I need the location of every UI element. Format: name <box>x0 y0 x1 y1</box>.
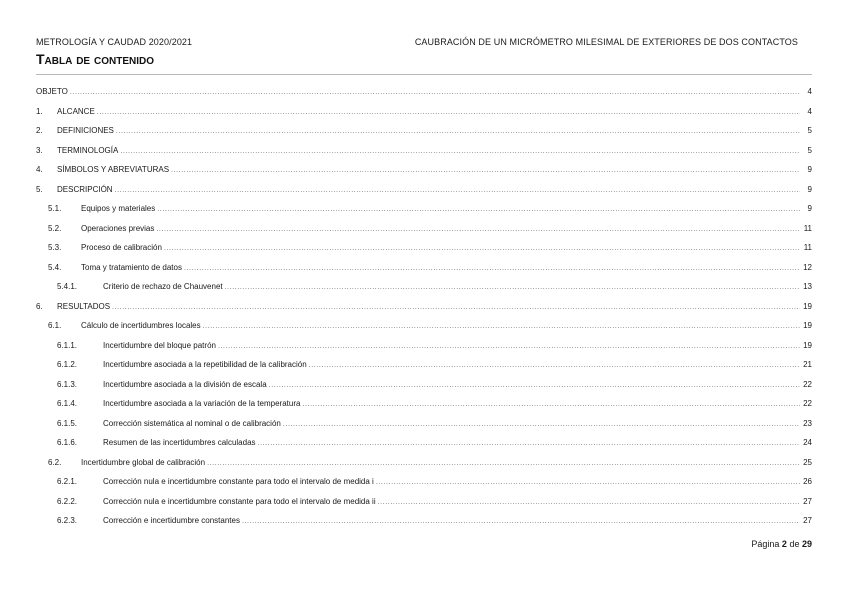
toc-dot-leader <box>207 454 800 474</box>
toc-entry-number: 5.4.1. <box>57 282 78 291</box>
toc-entry-page: 22 <box>803 379 812 389</box>
toc-entry-page: 21 <box>803 360 812 369</box>
toc-entry-number: 5.1. <box>48 204 62 213</box>
toc-entry-number: 6.1.2. <box>57 360 78 369</box>
toc-dot-leader <box>378 493 800 513</box>
toc-dot-leader <box>171 161 800 181</box>
page-number-footer <box>751 539 812 549</box>
toc-entry-number: 6. <box>36 301 43 311</box>
toc-entry-title: SÍMBOLOS Y ABREVIATURAS <box>57 165 170 174</box>
toc-entry-title: Incertidumbre global de calibración <box>81 457 206 467</box>
toc-entry[interactable] <box>36 102 812 122</box>
toc-entry[interactable] <box>36 141 812 161</box>
toc-entry-number: 6.2.3. <box>57 516 78 525</box>
toc-entry-title: Incertidumbre asociada a la variación de la temperatura <box>103 399 301 408</box>
toc-entry-title: DESCRIPCIÓN <box>57 184 113 194</box>
toc-entry[interactable] <box>36 316 812 336</box>
footer-of-label: de <box>789 539 800 549</box>
toc-entry-number: 6.2.1. <box>57 477 78 486</box>
toc-entry[interactable] <box>36 472 812 492</box>
toc-entry-number: 5.4. <box>48 262 62 272</box>
toc-entry[interactable] <box>36 180 812 200</box>
toc-entry-title: OBJETO <box>36 87 68 96</box>
toc-entry-page: 19 <box>803 301 812 311</box>
toc-entry-title: Proceso de calibración <box>81 243 162 252</box>
header-left-course: METROLOGÍA Y CAUDAD 2020/2021 <box>36 37 193 47</box>
toc-entry-page: 22 <box>803 399 812 408</box>
toc-dot-leader <box>184 259 800 279</box>
toc-entry-title: ALCANCE <box>57 106 95 116</box>
toc-entry-title: Operaciones previas <box>81 223 155 233</box>
toc-entry-title: Cálculo de incertidumbres locales <box>81 321 201 330</box>
toc-entry[interactable] <box>36 258 812 278</box>
footer-total-pages: 29 <box>801 539 812 549</box>
toc-entry-number: 2. <box>36 126 43 135</box>
toc-dot-leader <box>164 239 800 259</box>
toc-dot-leader <box>302 395 800 415</box>
toc-entry-number: 6.1.4. <box>57 399 78 408</box>
toc-entry-title: Corrección e incertidumbre constantes <box>103 516 240 525</box>
toc-entry-number: 5.2. <box>48 223 62 233</box>
toc-entry-title: Corrección sistemática al nominal o de calibración <box>103 418 281 428</box>
toc-dot-leader <box>225 278 800 298</box>
footer-page-label: Página <box>751 539 780 549</box>
toc-entry-title: RESULTADOS <box>57 301 111 311</box>
toc-entry-page: 5 <box>807 145 812 155</box>
toc-entry-title: Corrección nula e incertidumbre constante para todo el intervalo de medida i <box>103 477 374 486</box>
toc-entry-number: 5. <box>36 184 43 194</box>
toc-dot-leader <box>112 298 800 318</box>
toc-entry[interactable] <box>36 453 812 473</box>
toc-entry-page: 13 <box>803 282 812 291</box>
toc-dot-leader <box>283 415 800 435</box>
toc-entry-page: 9 <box>807 165 812 174</box>
toc-dot-leader <box>70 83 800 103</box>
toc-entry-page: 9 <box>807 184 812 194</box>
toc-dot-leader <box>269 376 800 396</box>
toc-entry-number: 5.3. <box>48 243 62 252</box>
toc-entry[interactable] <box>36 511 812 531</box>
toc-entry[interactable] <box>36 82 812 102</box>
toc-entry[interactable] <box>36 199 812 219</box>
toc-entry-title: Criterio de rechazo de Chauvenet <box>103 282 223 291</box>
toc-entry-number: 6.1.3. <box>57 379 78 389</box>
toc-entry-title: Resumen de las incertidumbres calculadas <box>103 438 256 447</box>
toc-entry-number: 6.2.2. <box>57 496 78 506</box>
toc-entry-number: 1. <box>36 106 43 116</box>
toc-entry-number: 6.1. <box>48 321 62 330</box>
toc-entry-title: Corrección nula e incertidumbre constante para todo el intervalo de medida ii <box>103 496 376 506</box>
toc-entry-page: 5 <box>807 126 812 135</box>
toc-heading: Tabla de contenido <box>36 51 154 67</box>
toc-entry-page: 25 <box>803 457 812 467</box>
toc-entry-page: 24 <box>803 438 812 447</box>
toc-entry-title: Incertidumbre asociada a la repetibilidad de la calibración <box>103 360 307 369</box>
table-of-contents <box>36 82 812 531</box>
toc-dot-leader <box>157 200 800 220</box>
toc-entry[interactable] <box>36 121 812 141</box>
toc-entry-title: Incertidumbre del bloque patrón <box>103 340 216 350</box>
toc-dot-leader <box>218 337 800 357</box>
toc-entry[interactable] <box>36 238 812 258</box>
toc-entry[interactable] <box>36 394 812 414</box>
toc-entry[interactable] <box>36 336 812 356</box>
toc-dot-leader <box>242 512 800 532</box>
toc-dot-leader <box>203 317 800 337</box>
toc-entry-page: 23 <box>803 418 812 428</box>
toc-dot-leader <box>116 122 800 142</box>
toc-entry-title: Toma y tratamiento de datos <box>81 262 182 272</box>
toc-entry-page: 11 <box>803 223 812 233</box>
toc-entry-number: 3. <box>36 145 43 155</box>
toc-entry[interactable] <box>36 492 812 512</box>
toc-dot-leader <box>258 434 800 454</box>
toc-entry[interactable] <box>36 277 812 297</box>
heading-divider <box>36 74 812 75</box>
toc-entry[interactable] <box>36 297 812 317</box>
toc-entry[interactable] <box>36 414 812 434</box>
toc-entry-number: 6.2. <box>48 457 62 467</box>
toc-dot-leader <box>97 103 800 123</box>
header-right-document-title: CAUBRACIÓN DE UN MICRÓMETRO MILESIMAL DE EXTERIORES DE DOS CONTACTOS <box>414 37 798 47</box>
toc-entry-title: TERMINOLOGÍA <box>57 145 119 155</box>
toc-entry-number: 6.1.5. <box>57 418 78 428</box>
toc-entry-page: 27 <box>803 516 812 525</box>
toc-entry-number: 6.1.1. <box>57 340 78 350</box>
toc-entry[interactable] <box>36 375 812 395</box>
toc-entry-page: 11 <box>803 243 812 252</box>
toc-entry-page: 4 <box>807 87 812 96</box>
toc-entry-page: 19 <box>803 321 812 330</box>
toc-entry[interactable] <box>36 355 812 375</box>
toc-dot-leader <box>376 473 800 493</box>
toc-entry-number: 6.1.6. <box>57 438 78 447</box>
toc-dot-leader <box>156 220 800 240</box>
toc-entry[interactable] <box>36 219 812 239</box>
toc-entry-page: 27 <box>803 496 812 506</box>
toc-entry[interactable] <box>36 433 812 453</box>
toc-entry-page: 26 <box>803 477 812 486</box>
toc-entry-number: 4. <box>36 165 43 174</box>
toc-entry-title: Incertidumbre asociada a la división de escala <box>103 379 267 389</box>
toc-entry-page: 19 <box>803 340 812 350</box>
toc-entry-page: 4 <box>807 106 812 116</box>
toc-dot-leader <box>120 142 800 162</box>
toc-entry-title: Equipos y materiales <box>81 204 156 213</box>
toc-entry-page: 12 <box>803 262 812 272</box>
toc-entry-title: DEFINICIONES <box>57 126 114 135</box>
toc-entry[interactable] <box>36 160 812 180</box>
toc-dot-leader <box>115 181 800 201</box>
toc-dot-leader <box>309 356 800 376</box>
toc-entry-page: 9 <box>807 204 812 213</box>
footer-current-page: 2 <box>781 539 787 549</box>
